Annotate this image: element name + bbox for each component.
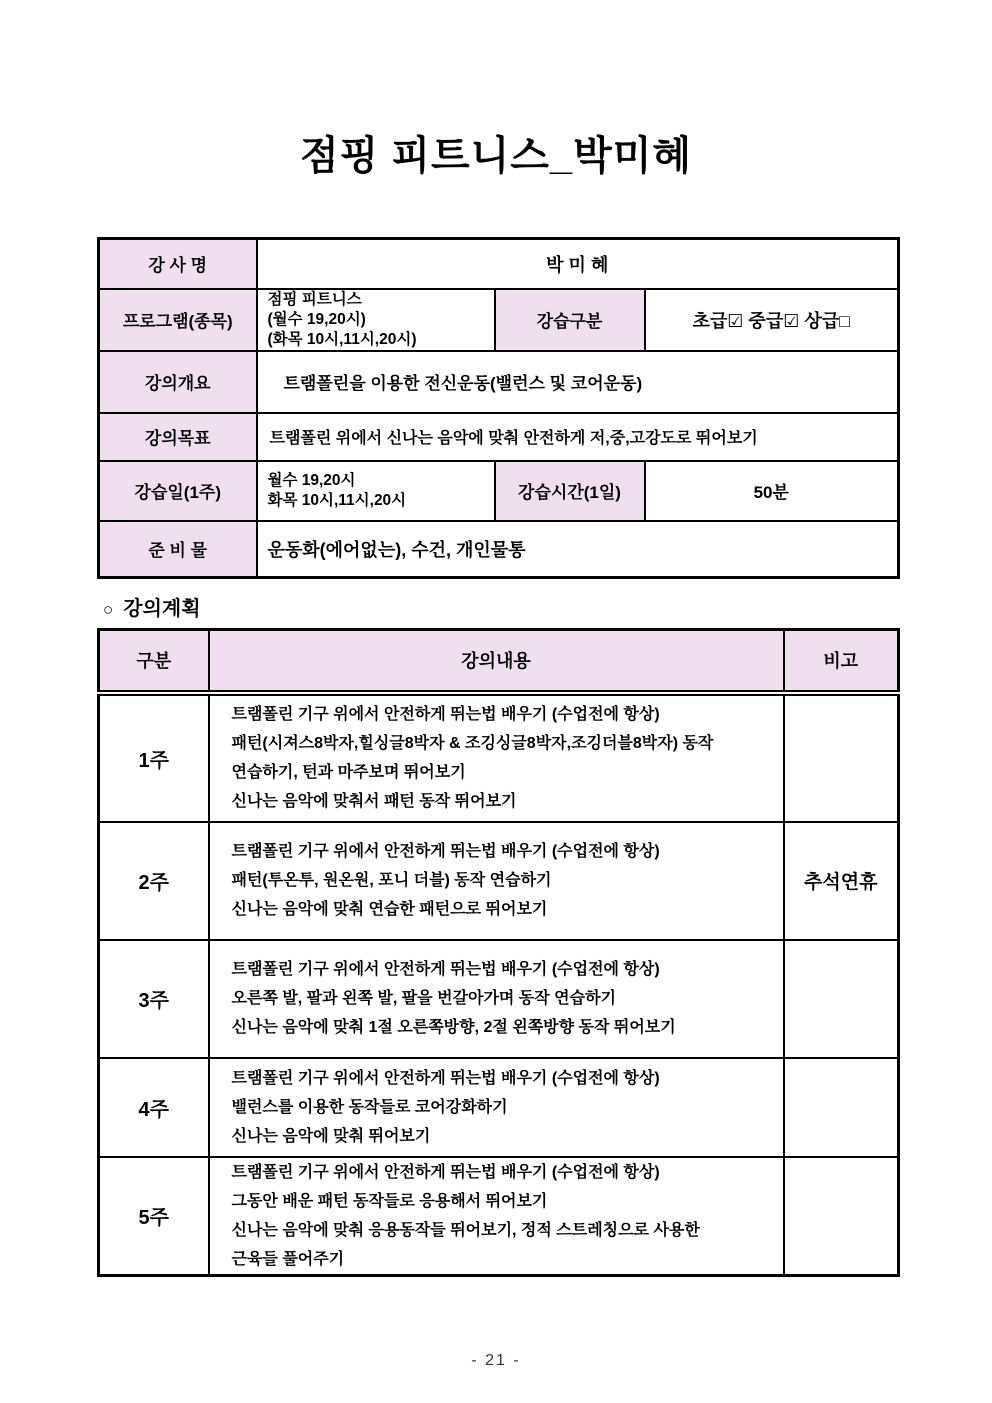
content-cell xyxy=(209,693,784,822)
week-cell: 3주 xyxy=(99,940,209,1058)
program-name: 점핑 피트니스 xyxy=(267,290,362,308)
plan-row-week2 xyxy=(99,822,899,940)
course-info-table xyxy=(97,237,900,579)
week-cell: 5주 xyxy=(99,1157,209,1276)
note-cell xyxy=(784,1058,899,1157)
content-line: 트램폴린 기구 위에서 안전하게 뛰는법 배우기 (수업전에 항상) xyxy=(231,961,660,978)
instructor-row xyxy=(99,239,899,289)
content-line: 연습하기, 턴과 마주보며 뛰어보기 xyxy=(231,764,466,781)
program-row xyxy=(99,289,899,351)
plan-row-week1 xyxy=(99,693,899,822)
duration-label: 강습시간(1일) xyxy=(495,461,645,521)
header-content: 강의내용 xyxy=(209,630,784,693)
content-line: 트램폴린 기구 위에서 안전하게 뛰는법 배우기 (수업전에 항상) xyxy=(231,706,660,723)
content-line: 그동안 배운 패턴 동작들로 응용해서 뛰어보기 xyxy=(231,1192,548,1210)
instructor-label: 강 사 명 xyxy=(99,239,257,289)
content-line: 신나는 음악에 맞춰 연습한 패턴으로 뛰어보기 xyxy=(231,901,548,918)
header-note: 비고 xyxy=(784,630,899,693)
goal-value: 트램폴린 위에서 신나는 음악에 맞춰 안전하게 저,중,고강도로 뛰어보기 xyxy=(257,413,899,461)
plan-row-week5 xyxy=(99,1157,899,1276)
schedule-label: 강습일(1주) xyxy=(99,461,257,521)
note-cell xyxy=(784,940,899,1058)
level-checkboxes: 초급☑ 중급☑ 상급□ xyxy=(645,289,899,351)
overview-row xyxy=(99,351,899,413)
content-line: 오른쪽 발, 팔과 왼쪽 발, 팔을 번갈아가며 동작 연습하기 xyxy=(231,990,616,1007)
goal-row xyxy=(99,413,899,461)
overview-value: 트램폴린을 이용한 전신운동(밸런스 및 코어운동) xyxy=(257,351,899,413)
content-line: 트램폴린 기구 위에서 안전하게 뛰는법 배우기 (수업전에 항상) xyxy=(231,1163,660,1181)
plan-section-heading xyxy=(103,592,201,621)
goal-label: 강의목표 xyxy=(99,413,257,461)
page-title: 점핑 피트니스_박미혜 xyxy=(299,134,693,178)
content-line: 트램폴린 기구 위에서 안전하게 뛰는법 배우기 (수업전에 항상) xyxy=(231,1069,660,1087)
header-week: 구분 xyxy=(99,630,209,693)
content-cell xyxy=(209,822,784,940)
schedule-row xyxy=(99,461,899,521)
overview-label: 강의개요 xyxy=(99,351,257,413)
week-cell: 2주 xyxy=(99,822,209,940)
content-line: 신나는 음악에 맞춰 1절 오른쪽방향, 2절 왼쪽방향 동작 뛰어보기 xyxy=(231,1019,676,1036)
program-time-2: (화목 10시,11시,20시) xyxy=(267,330,417,348)
lecture-plan-table xyxy=(97,628,900,1277)
plan-row-week3 xyxy=(99,940,899,1058)
program-time-1: (월수 19,20시) xyxy=(267,310,366,328)
content-line: 패턴(투온투, 원온원, 포니 더블) 동작 연습하기 xyxy=(231,872,552,889)
content-line: 근육들 풀어주기 xyxy=(231,1250,345,1268)
content-cell xyxy=(209,1058,784,1157)
note-cell xyxy=(784,693,899,822)
schedule-line-2: 화목 10시,11시,20시 xyxy=(267,491,407,509)
supplies-label: 준 비 물 xyxy=(99,521,257,578)
plan-heading-label: 강의계획 xyxy=(123,598,201,620)
program-label: 프로그램(종목) xyxy=(99,289,257,351)
note-cell: 추석연휴 xyxy=(784,822,899,940)
content-line: 패턴(시져스8박자,힐싱글8박자 & 조깅싱글8박자,조깅더블8박자) 동작 xyxy=(231,735,714,752)
content-cell xyxy=(209,1157,784,1276)
content-line: 신나는 음악에 맞춰 뛰어보기 xyxy=(231,1127,431,1145)
schedule-line-1: 월수 19,20시 xyxy=(267,471,356,489)
content-line: 신나는 음악에 맞춰서 패턴 동작 뛰어보기 xyxy=(231,793,517,810)
circle-bullet-icon: ○ xyxy=(103,600,114,619)
program-value xyxy=(257,289,495,351)
content-line: 밸런스를 이용한 동작들로 코어강화하기 xyxy=(231,1098,508,1116)
content-line: 신나는 음악에 맞춰 응용동작들 뛰어보기, 정적 스트레칭으로 사용한 xyxy=(231,1221,700,1239)
plan-row-week4 xyxy=(99,1058,899,1157)
plan-header-row xyxy=(99,630,899,693)
supplies-row xyxy=(99,521,899,578)
level-label: 강습구분 xyxy=(495,289,645,351)
content-cell xyxy=(209,940,784,1058)
week-cell: 4주 xyxy=(99,1058,209,1157)
week-cell: 1주 xyxy=(99,693,209,822)
duration-value: 50분 xyxy=(645,461,899,521)
supplies-value: 운동화(에어없는), 수건, 개인물통 xyxy=(257,521,899,578)
schedule-value xyxy=(257,461,495,521)
page-number: - 21 - xyxy=(471,1352,521,1369)
note-cell xyxy=(784,1157,899,1276)
instructor-value: 박 미 혜 xyxy=(257,239,899,289)
content-line: 트램폴린 기구 위에서 안전하게 뛰는법 배우기 (수업전에 항상) xyxy=(231,843,660,860)
